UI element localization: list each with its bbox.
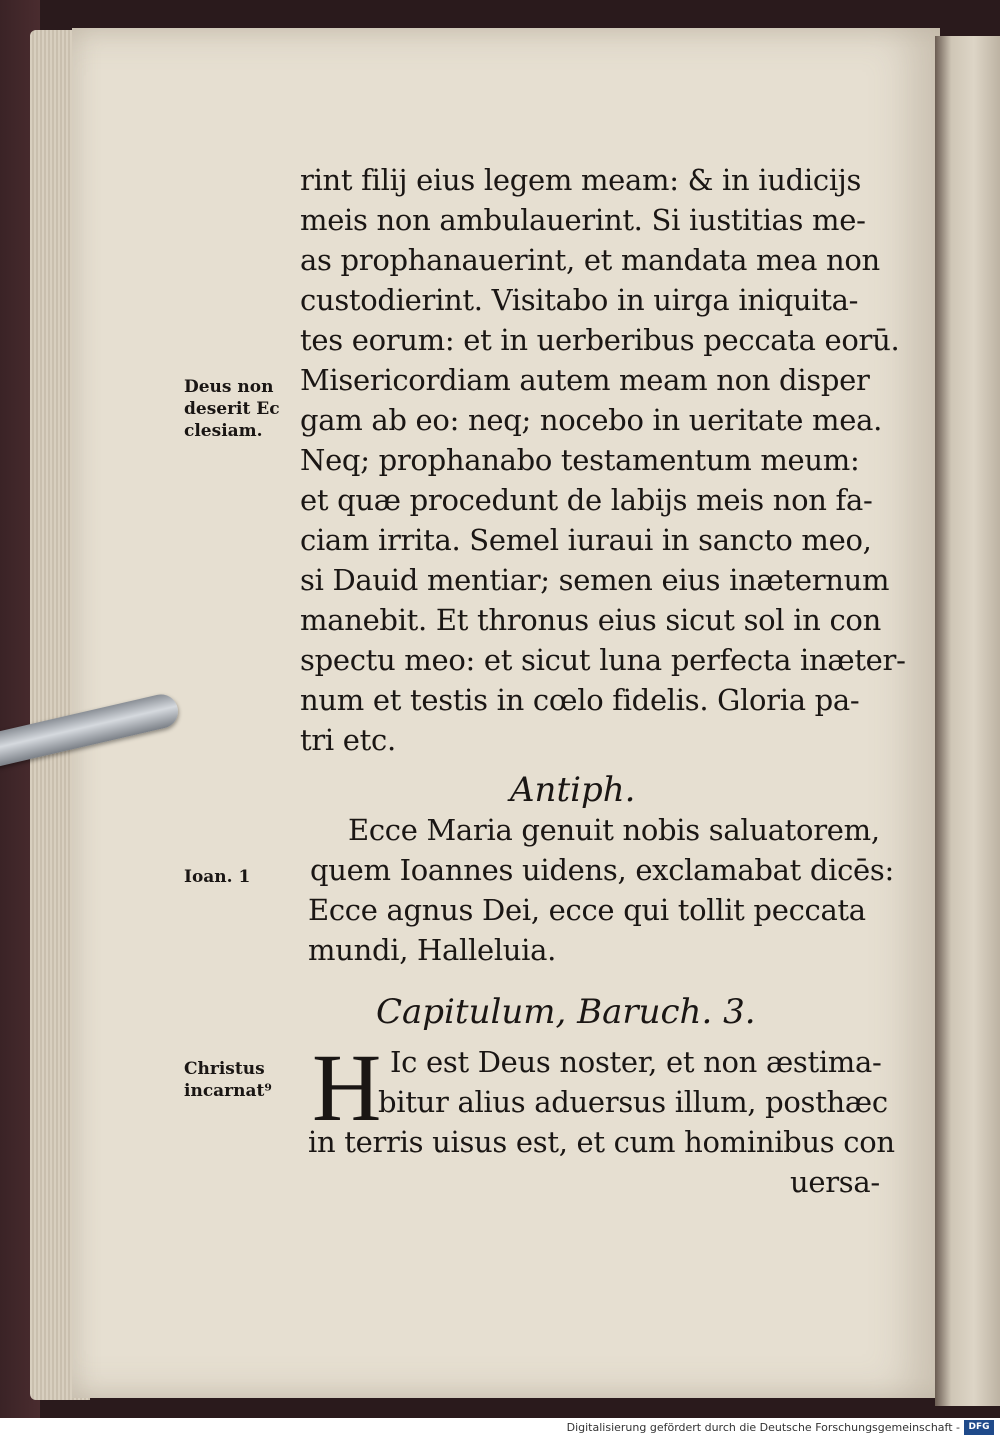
text-line: manebit. Et thronus eius sicut sol in con (300, 603, 881, 637)
drop-cap: H (312, 1034, 382, 1141)
text-line: num et testis in cœlo fidelis. Gloria pa- (300, 683, 860, 717)
margin-note-deus-non: Deus non deserit Ec clesiam. (184, 377, 280, 441)
text-line: Misericordiam autem meam non disper (300, 363, 870, 397)
text-line: ciam irrita. Semel iuraui in sancto meo, (300, 523, 872, 557)
margin-note-ioan: Ioan. 1 (184, 867, 251, 887)
text-line: bitur alius aduersus illum, posthæc (378, 1085, 888, 1119)
margin-note-christus: Christus incarnat⁹ (184, 1059, 272, 1101)
text-line: Ecce agnus Dei, ecce qui tollit peccata (308, 893, 866, 927)
text-line: si Dauid mentiar; semen eius inæternum (300, 563, 890, 597)
text-line: quem Ioannes uidens, exclamabat dicēs: (310, 853, 894, 887)
text-line: rint filij eius legem meam: & in iudicijs (300, 163, 862, 197)
text-line: Ic est Deus noster, et non æstima- (390, 1045, 882, 1079)
text-line: Neq; prophanabo testamentum meum: (300, 443, 860, 477)
text-line: et quæ procedunt de labijs meis non fa- (300, 483, 873, 517)
text-line: in terris uisus est, et cum hominibus con (308, 1125, 895, 1159)
text-line: mundi, Halleluia. (308, 933, 557, 967)
digitization-credit: Digitalisierung gefördert durch die Deutsche Forschungsgemeinschaft - (566, 1421, 960, 1434)
chapter-heading: Capitulum, Baruch. 3. (376, 992, 756, 1032)
text-line: spectu meo: et sicut luna perfecta inæter- (300, 643, 906, 677)
text-line: meis non ambulauerint. Si iustitias me- (300, 203, 866, 237)
text-line: tri etc. (300, 723, 396, 757)
text-line: custodierint. Visitabo in uirga iniquita- (300, 283, 859, 317)
text-line: Ecce Maria genuit nobis saluatorem, (348, 813, 880, 847)
text-line: gam ab eo: neq; nocebo in ueritate mea. (300, 403, 883, 437)
text-line: as prophanauerint, et mandata mea non (300, 243, 880, 277)
dfg-logo: DFG (964, 1420, 994, 1435)
text-line: tes eorum: et in uerberibus peccata eorū. (300, 323, 900, 357)
text-line: uersa- (790, 1165, 880, 1199)
antiphon-heading: Antiph. (510, 770, 636, 810)
facing-page-edge (935, 36, 1000, 1406)
